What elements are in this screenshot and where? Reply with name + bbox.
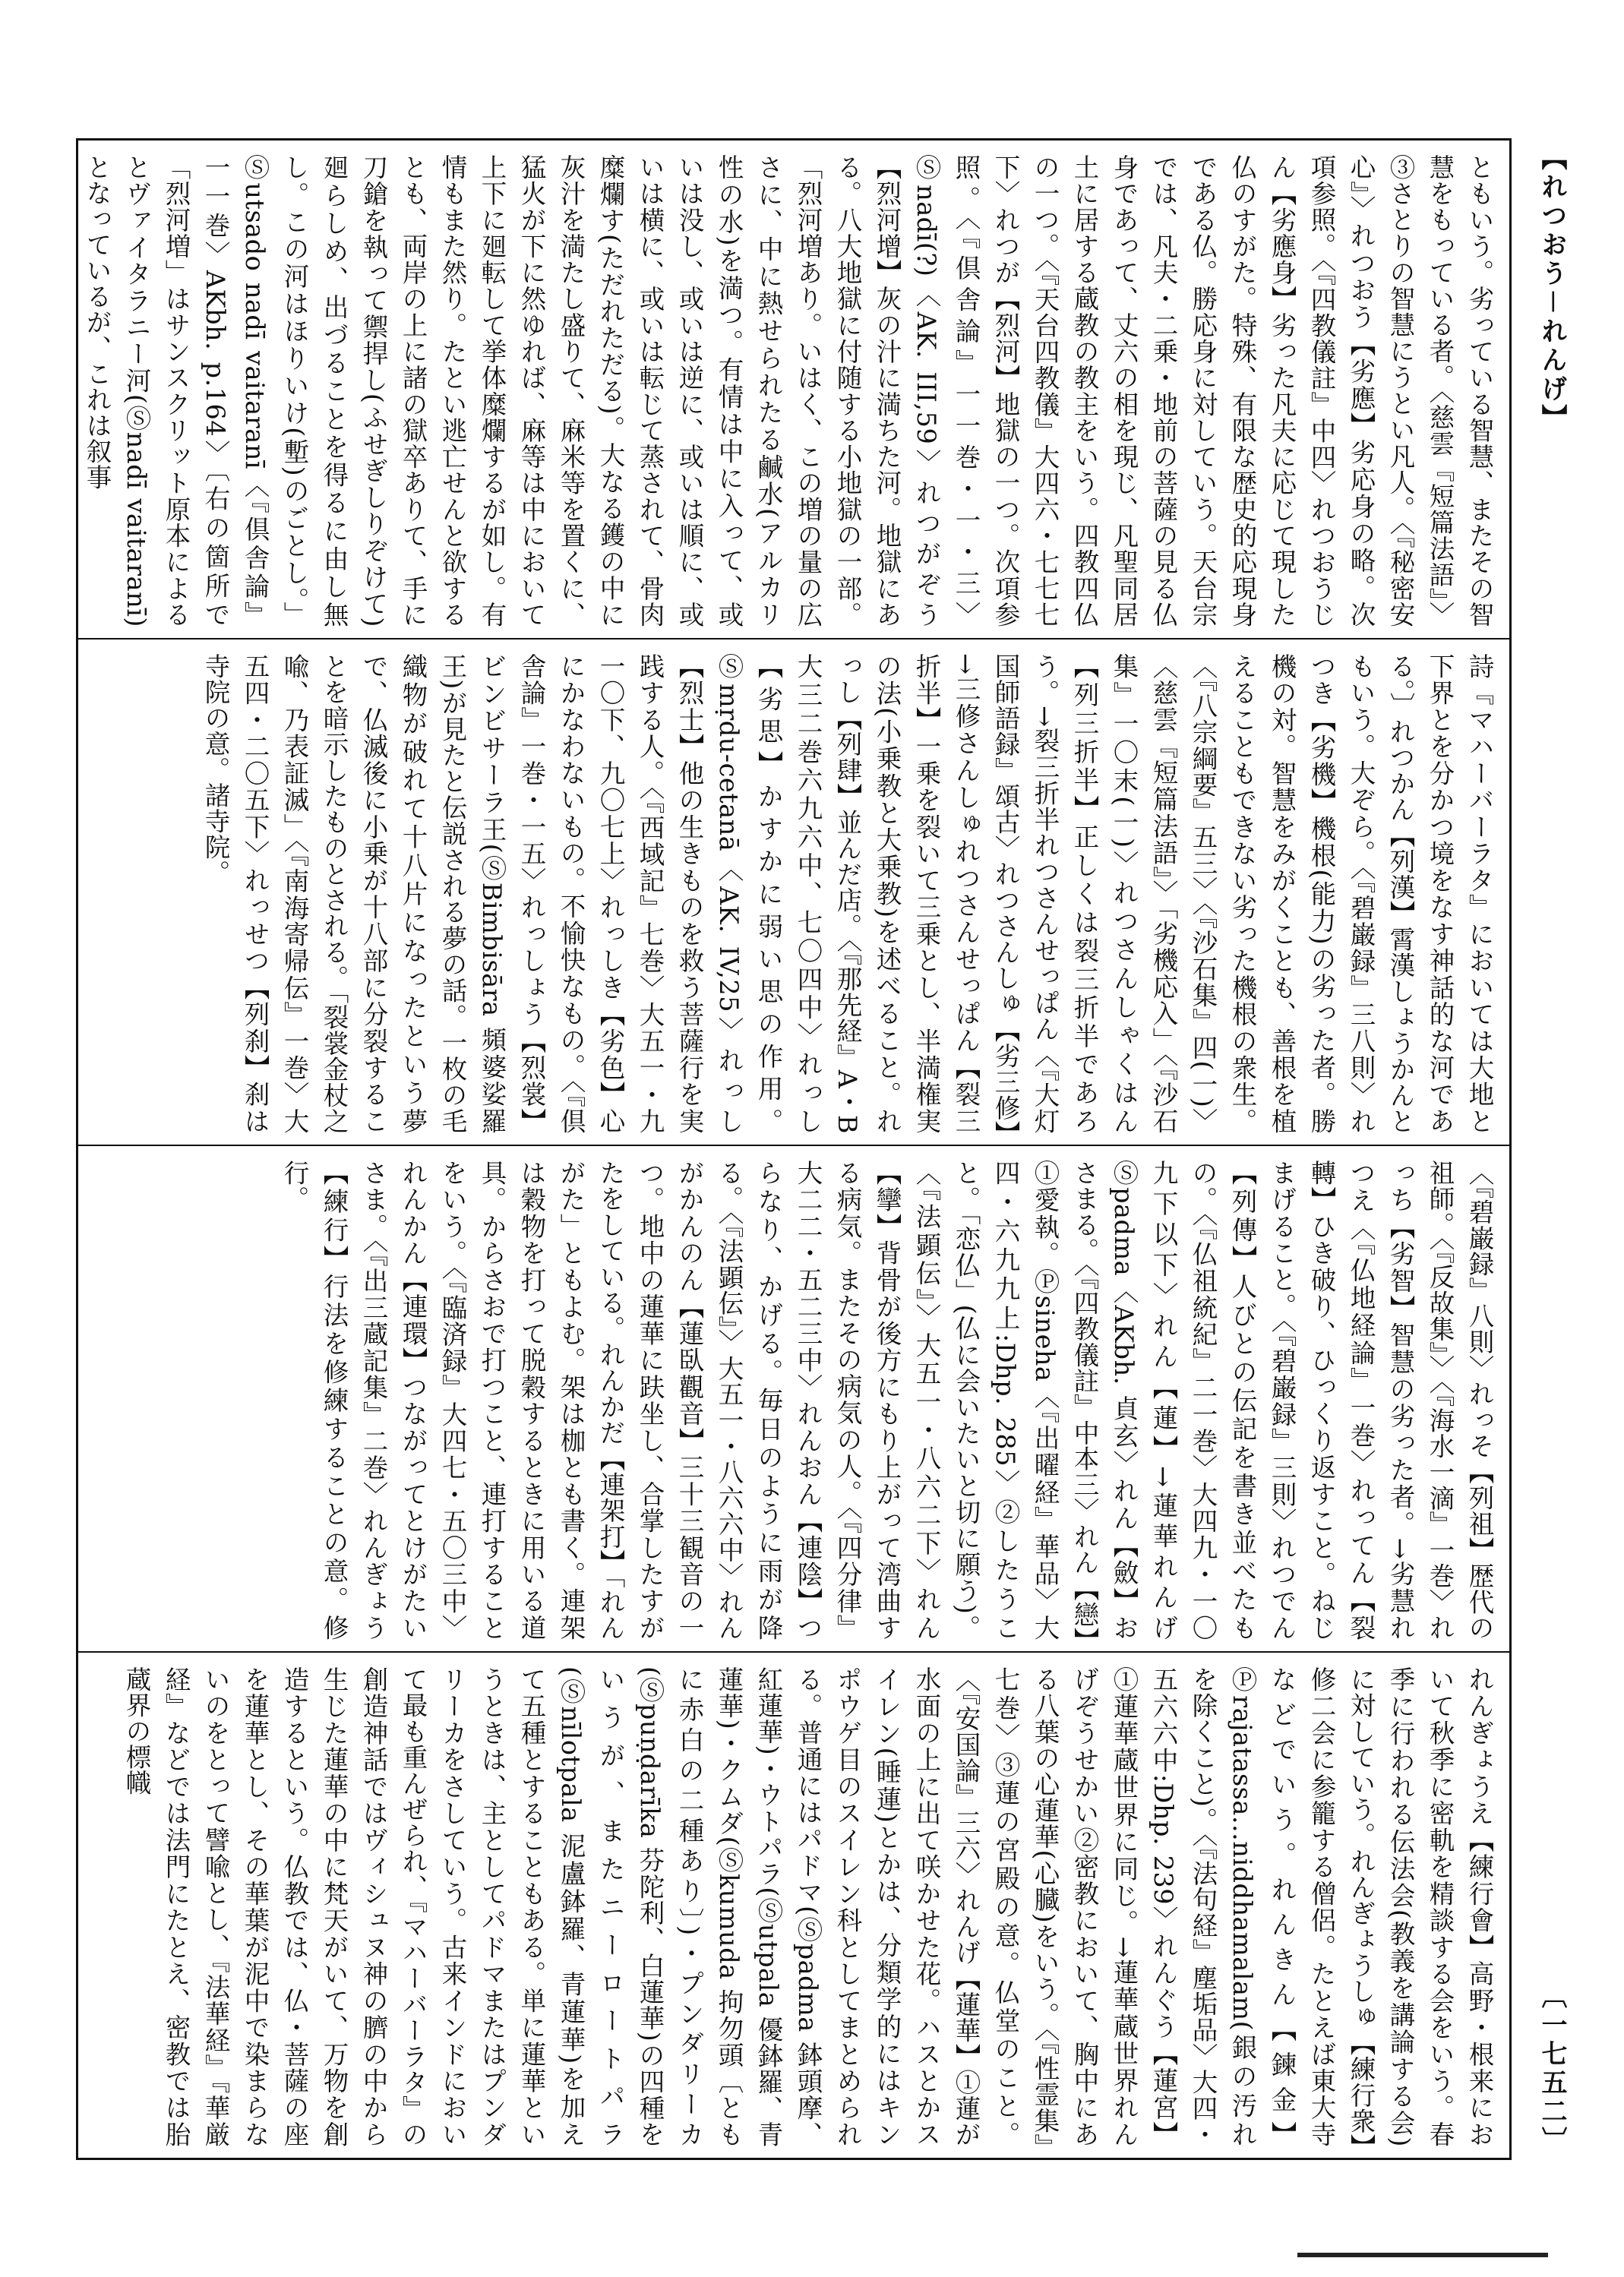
tier-4: [78, 1653, 1509, 2158]
page-frame: [76, 138, 1512, 2160]
tier-1: [78, 141, 1509, 638]
tier-2: [78, 640, 1509, 1145]
bottom-rule: [1297, 2253, 1548, 2257]
tier-3: [78, 1146, 1509, 1651]
page-number: 〔一七五二〕: [1537, 1982, 1567, 2155]
tier-4-text: れんぎょうえ【練行會】高野・根来において秋季に密軌を精談する会をいう。春季に行われる伝法会(教義を講論する会)に対していう。れんぎょうしゅ【練行衆】修二会に参籠する僧侶。たとえば東大寺などでいう。れんきん【鍊金】Ⓟrajatassa...niddhamalam(銀の汚れを除くこと)。〈『法句経』塵垢品〉大四・五六六中:Dhp. 239〉れんぐう【蓮宮】①蓮華蔵世界に同じ。→蓮華蔵世界れんげぞうせかい②密教において、胸中にある八葉の心蓮華(心臓)をいう。〈『性霊集』七巻〉③蓮の宮殿の意。仏堂のこと。〈『安国論』三六〉れんげ【蓮華】①蓮が水面の上に出て咲かせた花。ハスとかスイレン(睡蓮)とかは、分類学的にはキンポウゲ目のスイレン科としてまとめられる。普通にはパドマ(Ⓢpadma 鉢頭摩、紅蓮華)・ウトパラ(Ⓢutpala 優鉢羅、青蓮華)・クムダ(Ⓢkumuda 拘勿頭〔ともに赤白の二種あり〕)・プンダリーカ(Ⓢpuṇḍarīka 芬陀利、白蓮華)の四種をいうが、またニーロートパラ(Ⓢnīlotpala 泥盧鉢羅、青蓮華)を加えて五種とすることもある。単に蓮華というときは、主としてパドマまたはプンダリーカをさしていう。古来インドにおいて最も重んぜられ、『マハーバーラタ』の創造神話ではヴィシュヌ神の臍の中から生じた蓮華の中に梵天がいて、万物を創造するという。仏教では、仏・菩薩の座を蓮華とし、その華葉が泥中で染まらないのをとって譬喩とし、『法華経』『華厳経』などでは法門にたとえ、密教では胎蔵界の標幟: [122, 1666, 1494, 2147]
tier-2-text: 詩『マハーバーラタ』においては大地と下界とを分かつ境をなす神話的な河である。〕れつかん【列漢】霄漢しょうかんともいう。大ぞら。〈『碧巌録』三八則〉れつき【劣機】機根(能力)の劣った者。勝機の対。智慧をみがくことも、善根を植えることもできない劣った機根の衆生。〈『八宗綱要』五三〉〈『沙石集』四(一)〉〈慈雲『短篇法語』〉「劣機応入」〈『沙石集』一〇末(一)〉れつさんしゃくはん【列三折半】正しくは裂三折半であろう。→裂三折半れつさんせっぱん〈『大灯国師語録』頌古〉れつさんしゅ【劣三修】→三修さんしゅれつさんせっぱん【裂三折半】一乗を裂いて三乗とし、半満権実の法(小乗教と大乗教)を述べること。れっし【列肆】並んだ店。〈『那先経』A・B大三二巻六九六中、七〇四中〉れっし【劣思】かすかに弱い思の作用。Ⓢmṛdu-cetanā〈AK. IV,25〉れっし【烈士】他の生きものを救う菩薩行を実践する人。〈『西域記』七巻〉大五一・九一〇下、九〇七上〉れっしき【劣色】心にかなわないもの。不愉快なもの。〈『倶舎論』一巻・一五〉れっしょう【烈裳】ビンビサーラ王(ⓈBimbisāra 頻婆娑羅王)が見たと伝説される夢の話。一枚の毛織物が破れて十八片になったという夢で、仏滅後に小乗が十八部に分裂することを暗示したものとされる。「裂裳金杖之喩、乃表証滅」〈『南海寄帰伝』一巻〉大五四・二〇五下〉れっせつ【列刹】刹は寺院の意。諸寺院。: [201, 653, 1494, 1134]
tier-3-text: 〈『碧巌録』八則〉れっそ【列祖】歴代の祖師。〈『反故集』〉〈『海水一滴』一巻〉れっち【劣智】智慧の劣った者。→劣慧れつえ〈『仏地経論』一巻〉れってん【裂轉】ひき破り、ひっくり返すこと。ねじまげること。〈『碧巌録』三則〉れつでん【列傳】人びとの伝記を書き並べたもの。〈『仏祖統紀』二一巻〉大四九・一〇九下以下〉れん【蓮】→蓮華れんげⓈpadma〈AKbh. 貞玄〉れん【斂】おさまる。〈『四教儀註』中本三〉れん【戀】①愛執。Ⓟsineha〈『出曜経』華品〉大四・六九九上:Dhp. 285〉②したうこと。「恋仏」(仏に会いたいと切に願う)。〈『法顕伝』〉大五一・八六二下〉れん【攣】背骨が後方にもり上がって湾曲する病気。またその病気の人。〈『四分律』大二二・五二三中〉れんおん【連陰】つらなり、かげる。毎日のように雨が降る。〈『法顕伝』〉大五一・八六六中〉れんがかんのん【蓮臥觀音】三十三観音の一つ。地中の蓮華に趺坐し、合掌したすがたをしている。れんかだ【連架打】「れんがた」ともよむ。架は枷とも書く。連架は穀物を打って脱穀するときに用いる道具。からさおで打つこと、連打することをいう。〈『臨済録』大四七・五〇三中〉れんかん【連環】つながってとけがたいさま。〈『出三蔵記集』二巻〉れんぎょう【練行】行法を修練することの意。修行。: [280, 1160, 1494, 1641]
running-head: 【れつおう－れんげ】: [1537, 144, 1567, 433]
tier-1-text: ともいう。劣っている智慧、またその智慧をもっている者。〈慈雲『短篇法語』〉③さとりの智慧にうとい凡人。〈『秘密安心』〉れつおう【劣應】劣応身の略。次項参照。〈『四教儀註』中四〉れつおうじん【劣應身】劣った凡夫に応じて現した仏のすがた。特殊、有限な歴史的応現身である仏。勝応身に対していう。天台宗では、凡夫・二乗・地前の菩薩の見る仏身であって、丈六の相を現じ、凡聖同居土に居する蔵教の教主をいう。四教四仏の一つ。〈『天台四教儀』大四六・七七七下〉れつが【烈河】地獄の一つ。次項参照。〈『倶舎論』一一巻・一・三〉Ⓢnadī(?)〈AK. III,59〉れつがぞう【烈河增】灰の汁に満ちた河。地獄にある。八大地獄に付随する小地獄の一部。「烈河増あり。いはく、この増の量の広さに、中に熱せられたる鹹水(アルカリ性の水)を満つ。有情は中に入って、或いは没し、或いは逆に、或いは順に、或いは横に、或いは転じて蒸されて、骨肉糜爛す(ただれただる)。大なる鑊の中に灰汁を満たし盛りて、麻米等を置くに、猛火が下に然ゆれば、麻等は中において上下に廻転して挙体糜爛するが如し。有情もまた然り。たとい逃亡せんと欲するとも、両岸の上に諸の獄卒ありて、手に刀鎗を執って禦捍し(ふせぎしりぞけて)廻らしめ、出づることを得るに由し無し。この河はほりいけ(塹)のごとし。」Ⓢutsado nadī vaitaranī〈『倶舎論』一一巻〉AKbh. p.164〉〔右の箇所で「烈河増」はサンスクリット原本によるとヴァイタラニー河(Ⓢnadī vaitaranī)となっているが、これは叙事: [82, 154, 1494, 627]
